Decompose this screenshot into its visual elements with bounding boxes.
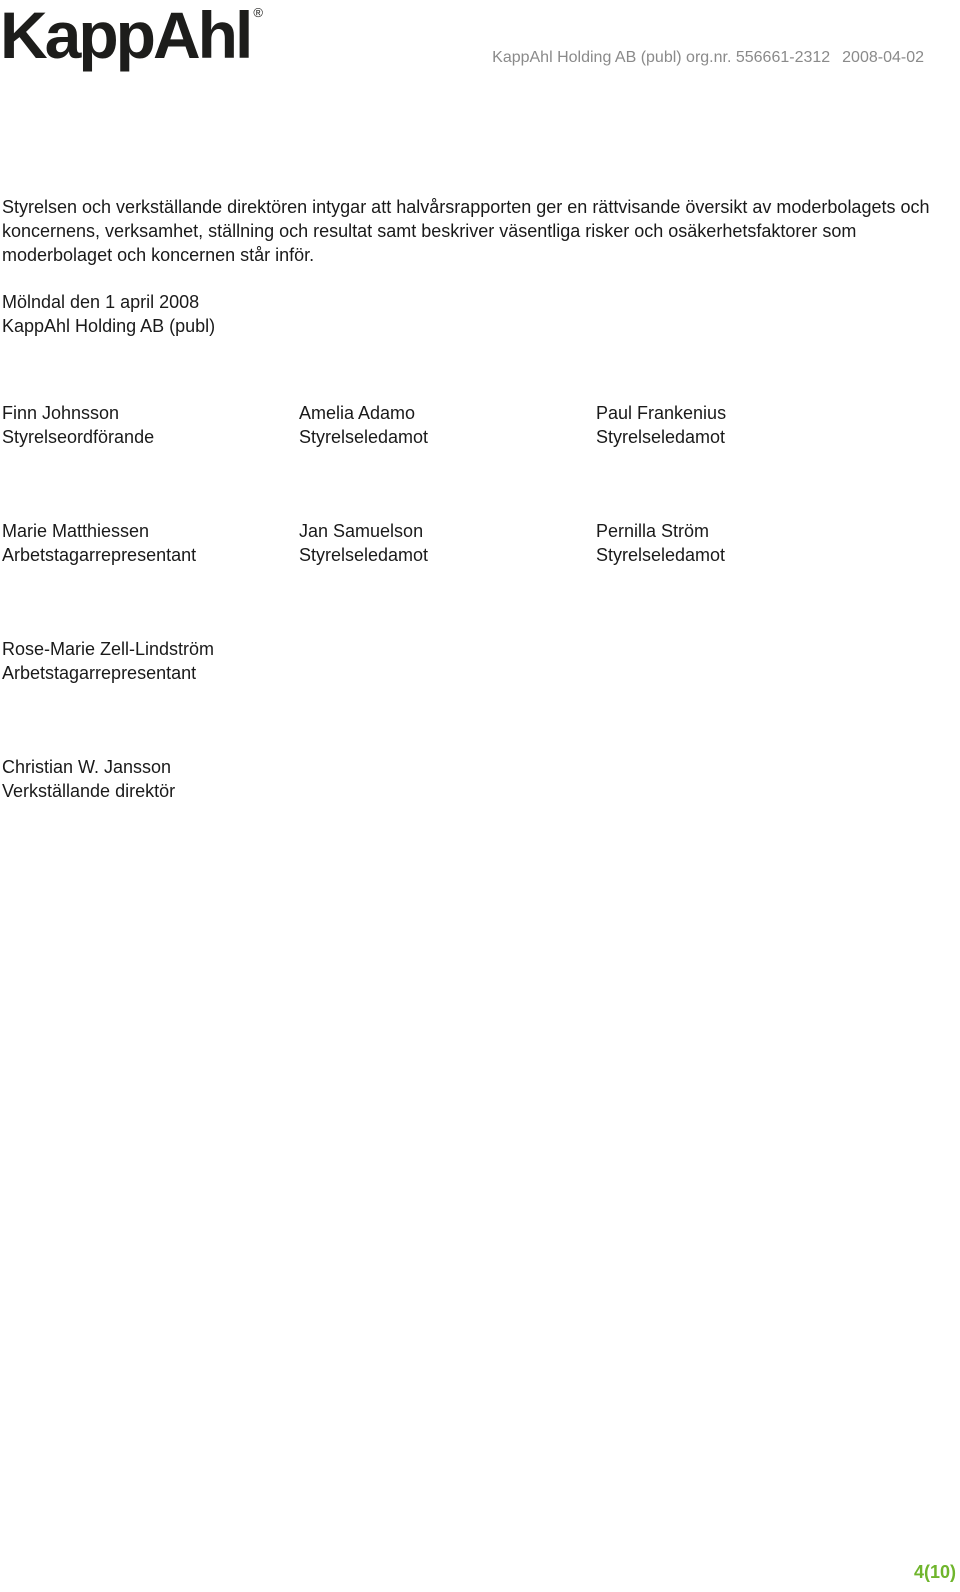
header-company-info [492,49,924,67]
header-company-org: KappAhl Holding AB (publ) org.nr. 556661-2312 [492,49,831,66]
signatory [2,755,175,803]
place-and-company [2,290,215,338]
kappahl-logo [0,0,263,72]
signatory-name: Jan Samuelson [299,521,424,541]
signatory [596,401,726,449]
signatory-role: Styrelseledamot [299,545,429,565]
signatory-role: Styrelseordförande [2,427,155,447]
logo-text: KappAhl [0,0,251,72]
signatory [2,401,154,449]
company-name: KappAhl Holding AB (publ) [2,316,216,336]
signatory-name: Marie Matthiessen [2,521,150,541]
header-date: 2008-04-02 [842,49,924,66]
signature-row-3 [2,637,932,687]
registered-mark: ® [253,5,263,20]
signatory [2,637,214,685]
signatory-name: Christian W. Jansson [2,757,172,777]
signatory-name: Pernilla Ström [596,521,710,541]
signatory-role: Styrelseledamot [299,427,429,447]
signatory-role: Arbetstagarrepresentant [2,663,197,683]
page-number: 4(10) [913,1562,956,1582]
signatory [299,401,428,449]
signature-row-1 [2,401,932,451]
board-statement: Styrelsen och verkställande direktören intygar att halvårsrapporten ger en rättvisande översikt av moderbolagets och koncernens, verksamhet, ställning och resultat samt beskriver väsentliga risker och osäkerhetsfaktorer som moderbolaget och koncernen står inför. [2,197,930,265]
signature-row-4 [2,755,932,805]
signatory-role: Arbetstagarrepresentant [2,545,197,565]
signatory-name: Amelia Adamo [299,403,416,423]
signatory-name: Finn Johnsson [2,403,120,423]
signatory [596,519,725,567]
signature-row-2 [2,519,932,569]
signatory-name: Rose-Marie Zell-Lindström [2,639,215,659]
signatory-role: Styrelseledamot [596,427,726,447]
signatory [299,519,428,567]
signatory-role: Styrelseledamot [596,545,726,565]
signatory-name: Paul Frankenius [596,403,727,423]
place-date: Mölndal den 1 april 2008 [2,292,200,312]
signatory [2,519,196,567]
signatory-role: Verkställande direktör [2,781,176,801]
